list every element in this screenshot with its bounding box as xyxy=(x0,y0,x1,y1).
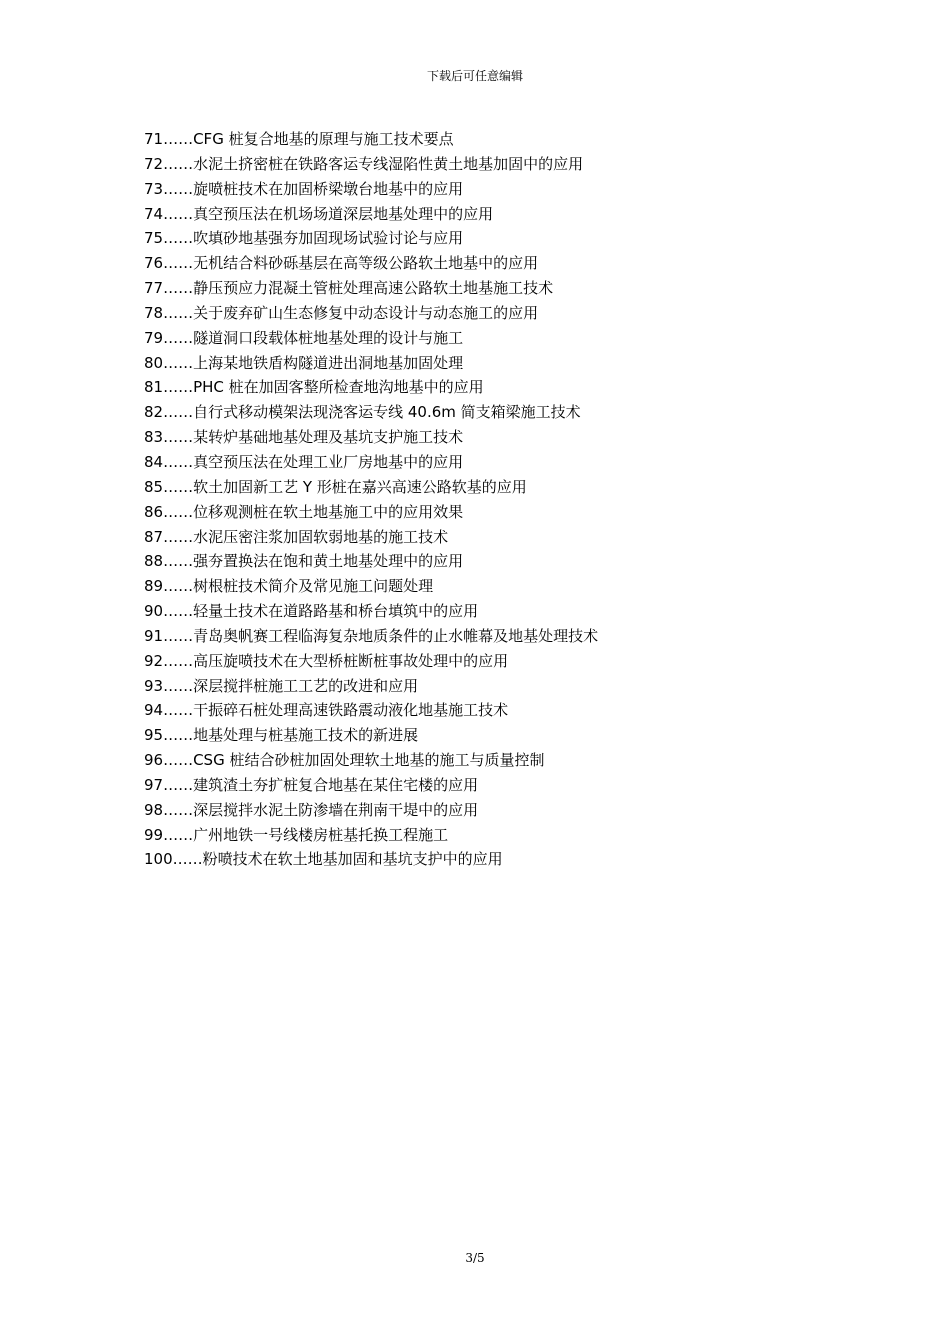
toc-item-100: 100……粉喷技术在软土地基加固和基坑支护中的应用 xyxy=(144,850,503,869)
toc-item-97: 97……建筑渣土夯扩桩复合地基在某住宅楼的应用 xyxy=(144,775,479,794)
toc-item-87: 87……水泥压密注浆加固软弱地基的施工技术 xyxy=(144,527,449,546)
toc-item-80: 80……上海某地铁盾构隧道进出洞地基加固处理 xyxy=(144,353,464,372)
toc-item-74: 74……真空预压法在机场场道深层地基处理中的应用 xyxy=(144,204,494,223)
toc-item-85: 85……软土加固新工艺 Y 形桩在嘉兴高速公路软基的应用 xyxy=(144,477,527,496)
toc-item-79: 79……隧道洞口段载体桩地基处理的设计与施工 xyxy=(144,328,464,347)
toc-item-99: 99……广州地铁一号线楼房桩基托换工程施工 xyxy=(144,825,449,844)
toc-item-95: 95……地基处理与桩基施工技术的新进展 xyxy=(144,726,419,745)
toc-item-96: 96……CSG 桩结合砂桩加固处理软土地基的施工与质量控制 xyxy=(144,751,545,770)
toc-item-78: 78……关于废弃矿山生态修复中动态设计与动态施工的应用 xyxy=(144,303,539,322)
toc-item-76: 76……无机结合料砂砾基层在高等级公路软土地基中的应用 xyxy=(144,254,539,273)
toc-item-90: 90……轻量土技术在道路路基和桥台填筑中的应用 xyxy=(144,602,479,621)
toc-item-88: 88……强夯置换法在饱和黄土地基处理中的应用 xyxy=(144,552,464,571)
toc-item-83: 83……某转炉基础地基处理及基坑支护施工技术 xyxy=(144,428,464,447)
toc-item-92: 92……高压旋喷技术在大型桥桩断桩事故处理中的应用 xyxy=(144,651,509,670)
toc-item-89: 89……树根桩技术简介及常见施工问题处理 xyxy=(144,577,434,596)
toc-item-75: 75……吹填砂地基强夯加固现场试验讨论与应用 xyxy=(144,229,464,248)
toc-item-98: 98……深层搅拌水泥土防渗墙在荆南干堤中的应用 xyxy=(144,800,479,819)
toc-item-71: 71……CFG 桩复合地基的原理与施工技术要点 xyxy=(144,130,454,148)
toc-item-73: 73……旋喷桩技术在加固桥梁墩台地基中的应用 xyxy=(144,179,464,198)
toc-item-86: 86……位移观测桩在软土地基施工中的应用效果 xyxy=(144,502,464,521)
toc-item-94: 94……干振碎石桩处理高速铁路震动液化地基施工技术 xyxy=(144,701,509,720)
toc-item-84: 84……真空预压法在处理工业厂房地基中的应用 xyxy=(144,452,464,471)
toc-item-82: 82……自行式移动模架法现浇客运专线 40.6m 简支箱梁施工技术 xyxy=(144,403,581,422)
toc-item-72: 72……水泥土挤密桩在铁路客运专线湿陷性黄土地基加固中的应用 xyxy=(144,154,584,173)
toc-item-77: 77……静压预应力混凝土管桩处理高速公路软土地基施工技术 xyxy=(144,279,554,298)
page-number: 3/5 xyxy=(465,1251,485,1265)
toc-list xyxy=(144,127,864,872)
page-header: 下载后可任意编辑 xyxy=(426,69,523,83)
toc-item-91: 91……青岛奥帆赛工程临海复杂地质条件的止水帷幕及地基处理技术 xyxy=(144,626,599,645)
toc-item-81: 81……PHC 桩在加固客整所检查地沟地基中的应用 xyxy=(144,378,484,397)
toc-item-93: 93……深层搅拌桩施工工艺的改进和应用 xyxy=(144,676,419,695)
